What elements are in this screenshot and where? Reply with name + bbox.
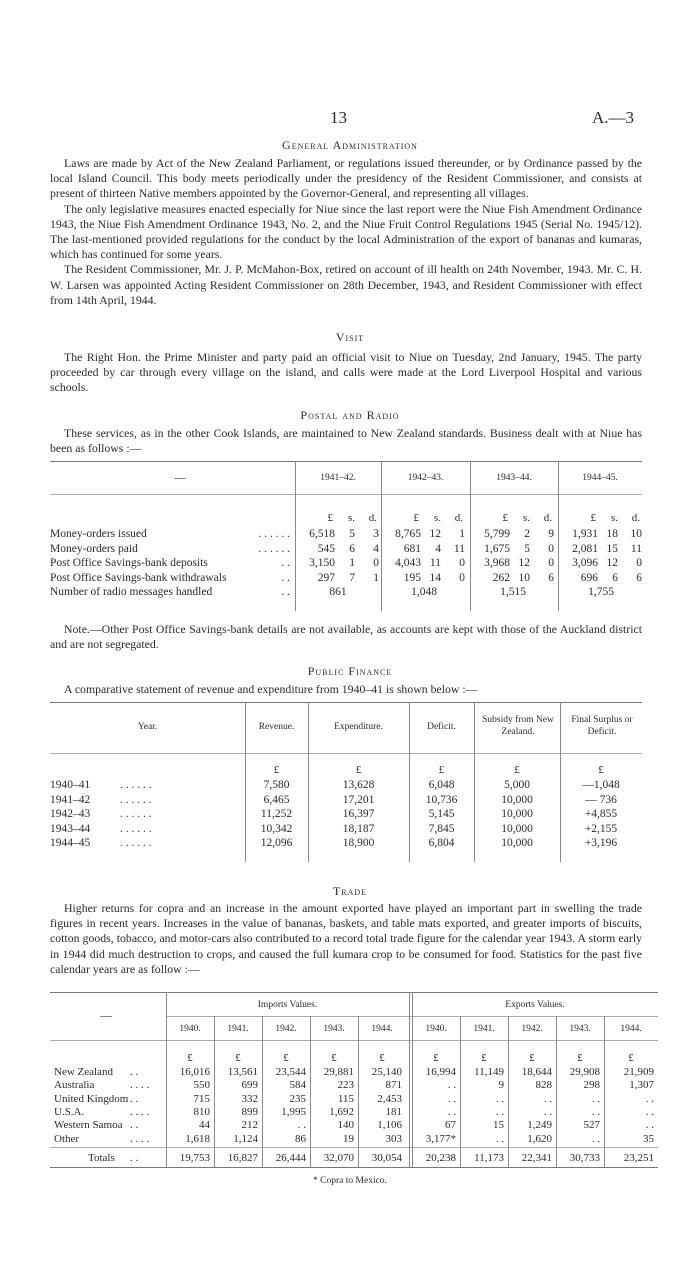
value-shillings: 2	[524, 528, 530, 540]
import-year-header: 1941.	[227, 1024, 249, 1034]
export-value: . .	[591, 1092, 600, 1105]
row-year: 1941–42	[50, 793, 91, 806]
value-deficit: 5,145	[428, 808, 455, 820]
year-column-header: 1942–43.	[407, 473, 444, 483]
document-reference: A.—3	[592, 108, 635, 127]
section-heading-public-finance: Public Finance	[307, 664, 393, 678]
value-expenditure: 13,628	[342, 779, 375, 791]
import-value: 86	[295, 1132, 306, 1145]
unit-pound: £	[598, 764, 604, 776]
export-value: . .	[495, 1092, 504, 1105]
row-leader-dots: . . . . . .	[120, 837, 152, 849]
value-shillings: 5	[349, 528, 355, 540]
section-heading-trade: Trade	[332, 884, 368, 898]
paragraph: A comparative statement of revenue and expenditure from 1940–41 is shown below :—	[64, 682, 478, 696]
import-year-header: 1944.	[371, 1024, 393, 1034]
value-final: +3,196	[584, 837, 618, 849]
row-leader-dots: . . . .	[130, 1132, 150, 1145]
value-subsidy: 10,000	[501, 822, 533, 835]
value-pounds: 545	[317, 542, 335, 555]
value-revenue: 11,252	[260, 808, 293, 820]
column-header-year: Year.	[137, 722, 158, 732]
value-pence: 0	[459, 571, 465, 584]
footnote: * Copra to Mexico.	[313, 1176, 387, 1186]
total-export-value: 11,173	[474, 1152, 504, 1164]
row-label: U.S.A.	[54, 1105, 85, 1118]
imports-group-header: Imports Values.	[257, 1000, 318, 1010]
import-value: 332	[241, 1092, 258, 1105]
unit-pence: d.	[631, 512, 640, 524]
value-pounds: 3,096	[572, 557, 598, 569]
export-value: 1,307	[629, 1079, 654, 1092]
import-value: 19	[343, 1132, 354, 1145]
import-value: 115	[337, 1092, 354, 1105]
value-count: 1,048	[411, 586, 437, 598]
column-header-subsidy: Subsidy from New Zealand.	[482, 715, 554, 737]
value-shillings: 15	[606, 542, 618, 555]
total-export-value: 20,238	[425, 1152, 456, 1164]
value-pence: 9	[548, 528, 554, 540]
section-heading-visit: Visit	[335, 330, 365, 344]
visit-text	[50, 350, 642, 396]
total-import-value: 30,054	[371, 1152, 402, 1164]
value-shillings: 7	[349, 571, 355, 584]
import-value: 810	[193, 1105, 210, 1118]
unit-pound: £	[331, 1052, 337, 1064]
row-year: 1944–45	[50, 837, 91, 849]
value-shillings: 12	[518, 557, 530, 569]
import-value: 303	[385, 1132, 402, 1145]
row-leader-dots: . .	[130, 1066, 139, 1078]
unit-pound: £	[481, 1052, 487, 1064]
section-heading-general-administration: General Administration	[282, 138, 418, 152]
value-pounds: 2,081	[572, 542, 598, 555]
row-leader-dots: . . . . . .	[258, 542, 290, 555]
paragraph: Higher returns for copra and an increase in the amount exported have played an important part in swelling the trade figures in recent years. Increases in the value of bananas, baskets, and table mats exported, and greater imports of biscuits, cotton goods, tobacco, and motor-cars also contributed to a record total trade figure for the calendar year 1943. A storm early in 1944 did much destruction to crops, and caused the full kumara crop to be consumed for food. Statistics for the past five calendar years are as follow :—	[50, 901, 642, 976]
total-import-value: 32,070	[323, 1152, 354, 1164]
import-value: 699	[241, 1079, 258, 1092]
value-pounds: 5,799	[484, 528, 510, 540]
export-value: . .	[495, 1132, 504, 1145]
unit-pound: £	[327, 512, 333, 524]
paragraph: The only legislative measures enacted especially for Niue since the last report were the Niue Fish Amendment Ordinance 1943, the Niue Fish Amendment Ordinance 1943, No. 2, and the Niue Fruit Control Regulations 1945 (Serial No. 1945/12). The last-mentioned provided regulations for the conduct by the local Administration of the export of bananas and kumaras, which has continued for some years.	[50, 201, 642, 262]
import-value: 1,124	[233, 1132, 258, 1145]
export-value: 828	[535, 1079, 552, 1092]
value-pounds: 4,043	[395, 557, 421, 569]
value-expenditure: 18,900	[342, 837, 375, 849]
import-value: 2,453	[377, 1092, 402, 1105]
value-pounds: 6,518	[309, 528, 335, 540]
import-value: 181	[385, 1105, 402, 1118]
postal-intro	[50, 426, 642, 456]
value-shillings: 6	[612, 571, 618, 584]
value-deficit: 10,736	[425, 793, 458, 806]
row-leader-dots: . .	[281, 571, 290, 584]
import-value: 212	[241, 1119, 258, 1132]
row-label: Post Office Savings-bank withdrawals	[50, 571, 227, 584]
row-year: 1942–43	[50, 808, 91, 820]
value-count: 1,755	[588, 586, 614, 598]
value-shillings: 18	[606, 528, 618, 540]
export-value: . .	[543, 1105, 552, 1118]
unit-pound: £	[413, 512, 419, 524]
value-expenditure: 17,201	[342, 793, 375, 806]
unit-pound: £	[502, 512, 508, 524]
import-value: 13,561	[227, 1066, 258, 1078]
export-value: . .	[591, 1105, 600, 1118]
year-column-header: 1941–42.	[320, 473, 356, 483]
value-pounds: 297	[317, 571, 335, 584]
import-value: 1,618	[185, 1132, 210, 1145]
value-final: +4,855	[584, 808, 618, 820]
import-value: 223	[337, 1079, 354, 1092]
unit-pound: £	[355, 764, 362, 776]
value-subsidy: 10,000	[501, 837, 533, 849]
unit-pound: £	[514, 764, 520, 776]
value-count: 861	[329, 586, 347, 598]
value-pence: 10	[630, 528, 642, 540]
unit-pence: d.	[454, 512, 463, 524]
value-pence: 6	[548, 571, 554, 584]
export-year-header: 1941.	[473, 1024, 495, 1034]
unit-pound: £	[628, 1052, 634, 1064]
value-pence: 1	[459, 528, 465, 540]
value-revenue: 6,465	[263, 793, 290, 806]
export-value: . .	[495, 1105, 504, 1118]
value-subsidy: 5,000	[504, 779, 530, 791]
row-leader-dots: . . . . . .	[258, 528, 290, 540]
unit-pound: £	[235, 1052, 241, 1064]
value-pence: 11	[630, 542, 642, 555]
unit-pence: d.	[368, 512, 377, 524]
value-shillings: 12	[429, 528, 441, 540]
row-label: Money-orders issued	[50, 528, 147, 540]
export-year-header: 1944.	[620, 1024, 642, 1034]
value-revenue: 12,096	[260, 837, 293, 849]
row-leader-dots: . .	[281, 586, 290, 598]
unit-shilling: s.	[347, 512, 355, 524]
total-export-value: 30,733	[569, 1152, 600, 1164]
export-value: 35	[643, 1132, 654, 1145]
unit-pound: £	[187, 1052, 193, 1064]
value-shillings: 10	[518, 571, 530, 584]
import-value: 29,881	[323, 1066, 354, 1078]
export-value: . .	[543, 1092, 552, 1105]
value-pence: 0	[636, 557, 642, 569]
row-leader-dots: . . . .	[130, 1079, 150, 1092]
import-value: 1,995	[281, 1105, 306, 1118]
import-value: 584	[289, 1079, 306, 1092]
import-value: 44	[199, 1119, 210, 1132]
value-final: +2,155	[584, 822, 618, 835]
value-deficit: 7,845	[428, 822, 455, 835]
value-pounds: 3,968	[484, 557, 510, 569]
export-value: 67	[445, 1119, 456, 1132]
unit-pence: d.	[543, 512, 552, 524]
value-expenditure: 16,397	[342, 808, 375, 820]
row-label: Other	[54, 1132, 80, 1145]
value-shillings: 5	[524, 542, 530, 555]
export-value: . .	[591, 1132, 600, 1145]
row-leader-dots: . . . . . .	[120, 779, 152, 791]
row-leader-dots: . .	[281, 557, 290, 569]
import-value: 715	[193, 1092, 210, 1105]
column-header-revenue: Revenue.	[258, 722, 295, 732]
value-pence: 3	[373, 528, 379, 540]
export-value: 21,909	[623, 1066, 654, 1078]
row-leader-dots: . . . .	[130, 1105, 150, 1118]
paragraph: These services, as in the other Cook Islands, are maintained to New Zealand standards. Business dealt with at Niue has been as follows :—	[50, 426, 642, 456]
import-value: 23,544	[275, 1066, 306, 1078]
import-value: 25,140	[371, 1066, 402, 1078]
value-subsidy: 10,000	[501, 793, 533, 806]
export-value: . .	[447, 1105, 456, 1118]
row-label: Western Samoa	[54, 1119, 123, 1132]
unit-pound: £	[590, 512, 596, 524]
import-value: 1,106	[377, 1119, 402, 1132]
export-value: 3,177*	[425, 1132, 456, 1145]
general-administration-text	[50, 156, 642, 308]
section-heading-postal-radio: Postal and Radio	[300, 408, 400, 422]
import-year-header: 1943.	[323, 1024, 345, 1034]
trade-text	[50, 901, 642, 977]
value-pounds: 262	[492, 571, 510, 584]
row-year: 1943–44	[50, 822, 91, 835]
year-column-header: 1943–44.	[496, 473, 532, 483]
export-value: 527	[583, 1119, 600, 1132]
row-leader-dots: . .	[130, 1092, 139, 1105]
value-pounds: 195	[403, 571, 421, 584]
row-label: Number of radio messages handled	[50, 586, 213, 598]
finance-intro	[50, 682, 642, 697]
unit-pound: £	[379, 1052, 385, 1064]
unit-pound: £	[283, 1052, 289, 1064]
row-label: United Kingdom	[54, 1092, 129, 1105]
unit-pound: £	[577, 1052, 583, 1064]
value-pence: 11	[453, 542, 465, 555]
import-value: 140	[337, 1119, 354, 1132]
value-pounds: 3,150	[309, 557, 335, 569]
value-shillings: 14	[429, 571, 441, 584]
export-value: . .	[645, 1092, 654, 1105]
unit-pound: £	[529, 1052, 535, 1064]
value-pounds: 1,675	[484, 542, 510, 555]
value-deficit: 6,804	[428, 837, 455, 849]
row-label: Post Office Savings-bank deposits	[50, 557, 208, 569]
value-pence: 0	[459, 557, 465, 569]
value-final: —1,048	[582, 779, 620, 791]
row-leader-dots: . .	[130, 1119, 139, 1132]
export-year-header: 1943.	[569, 1024, 591, 1034]
export-value: . .	[645, 1119, 654, 1132]
value-pounds: 681	[403, 542, 421, 555]
total-export-value: 22,341	[521, 1152, 552, 1164]
value-shillings: 6	[349, 542, 355, 555]
unit-pound: £	[438, 764, 445, 776]
export-value: 298	[583, 1079, 600, 1092]
total-import-value: 19,753	[179, 1152, 210, 1164]
export-year-header: 1940.	[425, 1024, 447, 1034]
unit-shilling: s.	[522, 512, 530, 524]
row-leader-dots: . . . . . .	[120, 822, 152, 835]
export-value: . .	[447, 1092, 456, 1105]
value-pence: 1	[373, 571, 379, 584]
header-dash: —	[174, 472, 186, 484]
export-value: 1,249	[527, 1119, 552, 1132]
unit-pound: £	[433, 1052, 439, 1064]
header-dash: —	[100, 1010, 112, 1022]
export-value: 15	[493, 1119, 504, 1132]
paragraph: Laws are made by Act of the New Zealand Parliament, or regulations issued thereunder, or by Ordinance passed by the local Island Council. This body meets periodically under the presidency of the Resident Commissioner, and consists at present of thirteen Native members appointed by the Governor-General, and representing all villages.	[50, 156, 642, 201]
import-year-header: 1942.	[275, 1024, 297, 1034]
export-value: 9	[498, 1079, 504, 1092]
row-label: Money-orders paid	[50, 542, 138, 555]
value-count: 1,515	[500, 586, 526, 598]
value-deficit: 6,048	[428, 779, 455, 791]
row-leader-dots: . . . . . .	[120, 808, 152, 820]
value-revenue: 10,342	[260, 822, 293, 835]
row-leader-dots: . .	[130, 1152, 139, 1164]
value-final: — 736	[585, 793, 617, 806]
export-value: 1,620	[527, 1132, 552, 1145]
unit-shilling: s.	[433, 512, 441, 524]
paragraph: The Resident Commissioner, Mr. J. P. McMahon-Box, retired on account of ill health on 24th November, 1943. Mr. C. H. W. Larsen was appointed Acting Resident Commissioner on 28th December, 1943, and Resident Commissioner with effect from 14th April, 1944.	[50, 262, 642, 307]
exports-group-header: Exports Values.	[505, 1000, 565, 1010]
value-pounds: 8,765	[395, 528, 421, 540]
row-leader-dots: . . . . . .	[120, 793, 152, 806]
export-value: 16,994	[425, 1066, 456, 1078]
export-value: . .	[645, 1105, 654, 1118]
import-value: . .	[297, 1119, 306, 1132]
value-pounds: 696	[580, 571, 598, 584]
year-column-header: 1944–45.	[582, 473, 618, 483]
value-pence: 0	[548, 542, 554, 555]
page-number: 13	[330, 108, 347, 127]
total-export-value: 23,251	[623, 1152, 654, 1164]
export-value: . .	[447, 1079, 456, 1092]
value-shillings: 12	[606, 557, 618, 569]
import-value: 16,016	[179, 1066, 210, 1078]
column-header-expenditure: Expenditure.	[334, 722, 383, 732]
value-pence: 0	[373, 557, 379, 569]
import-value: 871	[385, 1079, 402, 1092]
postal-note: Note.—Other Post Office Savings-bank details are not available, as accounts are kept with those of the Auckland district and are not segregated.	[50, 622, 642, 651]
import-value: 899	[241, 1105, 258, 1118]
export-value: 11,149	[474, 1066, 504, 1078]
value-expenditure: 18,187	[342, 822, 375, 835]
export-value: 29,908	[569, 1066, 600, 1078]
value-pounds: 1,931	[572, 528, 598, 540]
import-year-header: 1940.	[179, 1024, 201, 1034]
import-value: 1,692	[329, 1105, 354, 1118]
unit-pound: £	[273, 764, 280, 776]
column-header-final: Final Surplus or Deficit.	[571, 715, 633, 737]
value-shillings: 1	[349, 557, 355, 569]
export-year-header: 1942.	[521, 1024, 543, 1034]
total-import-value: 16,827	[227, 1152, 258, 1164]
import-value: 550	[193, 1079, 210, 1092]
column-header-deficit: Deficit.	[427, 722, 456, 732]
paragraph: The Right Hon. the Prime Minister and party paid an official visit to Niue on Tuesday, 2nd January, 1945. The party proceeded by car through every village on the island, and calls were made at the Lord Liverpool Hospital and various schools.	[50, 350, 642, 395]
unit-shilling: s.	[610, 512, 618, 524]
value-pence: 4	[373, 542, 379, 555]
export-value: 18,644	[521, 1066, 552, 1078]
value-pence: 6	[636, 571, 642, 584]
value-pence: 0	[548, 557, 554, 569]
total-import-value: 26,444	[275, 1152, 306, 1164]
value-revenue: 7,580	[263, 779, 290, 791]
value-subsidy: 10,000	[501, 808, 533, 820]
value-shillings: 4	[435, 542, 441, 555]
row-year: 1940–41	[50, 779, 91, 791]
row-label: Australia	[54, 1079, 95, 1092]
value-shillings: 11	[429, 557, 441, 569]
row-label: New Zealand	[54, 1066, 113, 1078]
totals-label: Totals	[88, 1152, 115, 1164]
import-value: 235	[289, 1092, 306, 1105]
